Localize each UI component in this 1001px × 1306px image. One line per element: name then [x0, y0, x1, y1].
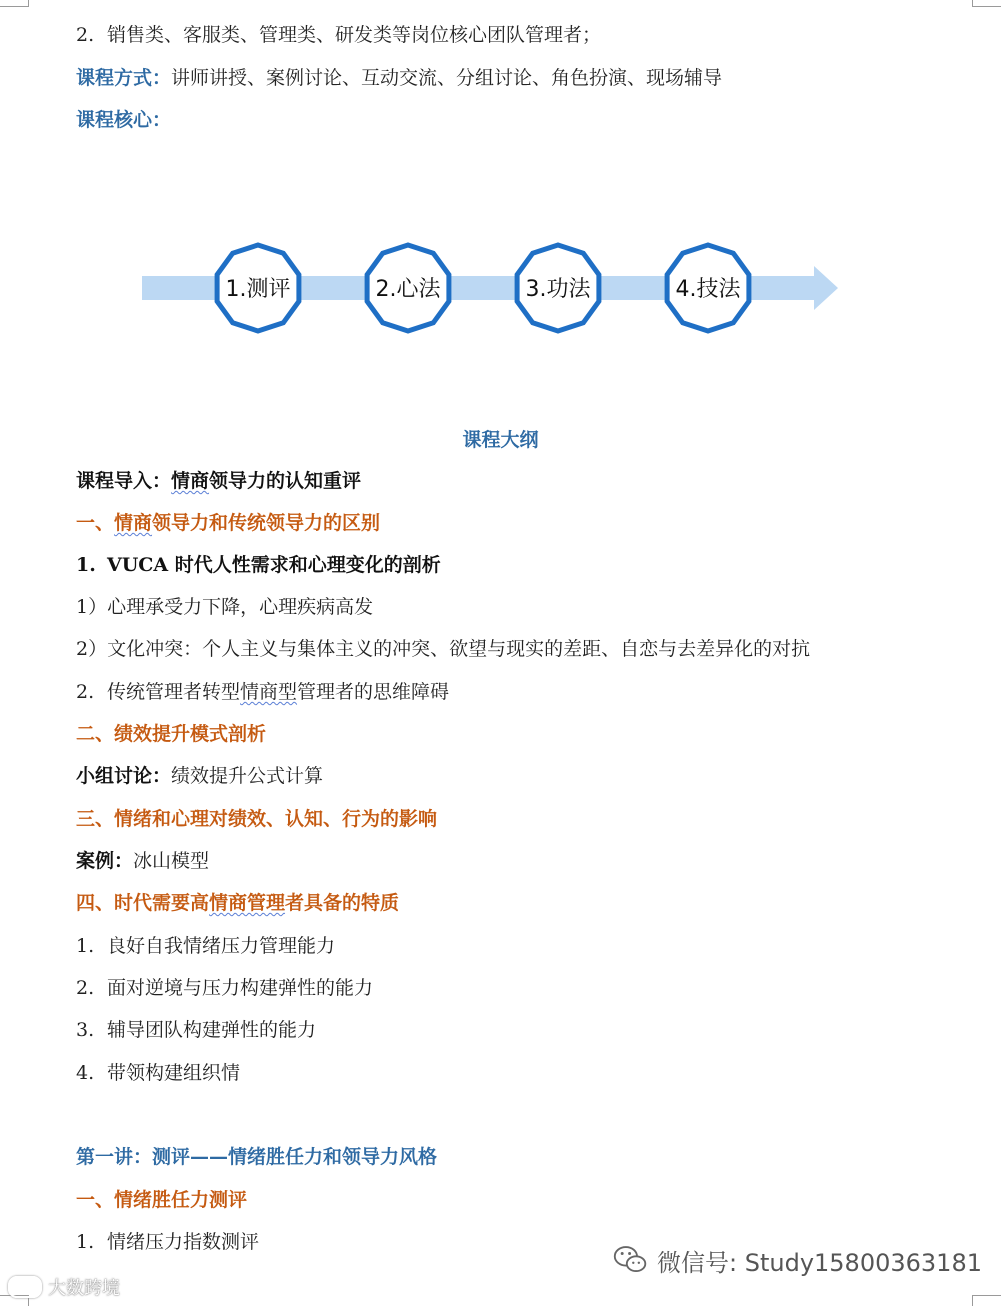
- field-label: 小组讨论：: [76, 765, 172, 787]
- list-text: 面对逆境与压力构建弹性的能力: [107, 977, 374, 999]
- wechat-icon: [612, 1242, 649, 1278]
- outline-title: 课程大纲: [462, 429, 539, 451]
- section-2-heading: 二、绩效提升模式剖析: [76, 723, 267, 745]
- list-number: 1.: [76, 554, 96, 576]
- lecture-1-item-1: [76, 1230, 259, 1254]
- field-value: 绩效提升公式计算: [171, 765, 324, 787]
- group-discussion: [76, 764, 323, 788]
- list-number: 2.: [76, 681, 95, 703]
- lecture-1-heading: 第一讲：测评——情绪胜任力和领导力风格: [76, 1146, 438, 1168]
- list-text: VUCA 时代人性需求和心理变化的剖析: [107, 554, 441, 576]
- list-number: 1.: [76, 1231, 95, 1253]
- intro-heading: [76, 469, 361, 493]
- section-4-item: [76, 934, 335, 958]
- section-text-a: 四、时代需要高: [76, 892, 210, 914]
- list-number: 2.: [76, 24, 95, 46]
- course-core-diagram: [138, 238, 842, 338]
- section-4-item: [76, 1061, 240, 1085]
- step-label: 3.功法: [525, 277, 591, 302]
- section-prefix: 一、: [76, 512, 115, 534]
- list-text: 带领构建组织情: [107, 1062, 241, 1084]
- case-study: [76, 849, 209, 873]
- intro-label: 课程导入：: [76, 470, 172, 492]
- list-text: 情绪压力指数测评: [107, 1231, 260, 1253]
- section-text-b: 者具备的特质: [285, 892, 400, 914]
- page-corner-mark: [0, 0, 29, 7]
- field-label: 课程核心：: [76, 109, 172, 131]
- section-1-heading: [76, 511, 380, 535]
- course-core: [76, 108, 171, 132]
- section-4-item: [76, 976, 373, 1000]
- wechat-id-text: 微信号: Study15800363181: [657, 1248, 982, 1277]
- step-label: 1.测评: [225, 277, 291, 302]
- list-number: 1.: [76, 935, 95, 957]
- field-label: 课程方式：: [76, 67, 172, 89]
- section-4-heading: [76, 891, 399, 915]
- step-label: 2.心法: [375, 277, 441, 302]
- list-number: 2.: [76, 977, 95, 999]
- page-corner-mark: [972, 1295, 1001, 1306]
- list-text: 辅导团队构建弹性的能力: [107, 1019, 317, 1041]
- source-name: 大数跨境: [48, 1278, 120, 1299]
- field-value: 讲师讲授、案例讨论、互动交流、分组讨论、角色扮演、现场辅导: [171, 67, 723, 89]
- lecture-1-section-1-heading: 一、情绪胜任力测评: [76, 1189, 248, 1211]
- audience-item-2: [76, 23, 601, 47]
- section-text: 领导力和传统领导力的区别: [152, 512, 381, 534]
- field-value: 冰山模型: [133, 850, 210, 872]
- list-text: 销售类、客服类、管理类、研发类等岗位核心团队管理者；: [107, 24, 602, 46]
- section-text-wavy: 情商: [114, 512, 153, 534]
- section-4-item: [76, 1018, 316, 1042]
- course-method: [76, 66, 722, 90]
- section-1-subitem-1: 1）心理承受力下降，心理疾病高发: [76, 596, 374, 618]
- list-text-a: 传统管理者转型: [107, 681, 241, 703]
- intro-text-a: 情商: [171, 470, 210, 492]
- wechat-watermark: [612, 1240, 982, 1280]
- list-number: 4.: [76, 1062, 95, 1084]
- section-1-subitem-2: 2）文化冲突：个人主义与集体主义的冲突、欲望与现实的差距、自恋与去差异化的对抗: [76, 638, 811, 660]
- intro-text-b: 领导力的认知重评: [209, 470, 362, 492]
- page-corner-mark: [972, 0, 1001, 7]
- section-text-wavy: 情商管理: [209, 892, 286, 914]
- step-label: 4.技法: [675, 277, 741, 302]
- source-logo-icon: [8, 1276, 42, 1298]
- section-3-heading: 三、情绪和心理对绩效、认知、行为的影响: [76, 808, 438, 830]
- section-1-item-2: [76, 680, 449, 704]
- list-text-b: 管理者的思维障碍: [297, 681, 450, 703]
- list-text: 良好自我情绪压力管理能力: [107, 935, 336, 957]
- list-number: 3.: [76, 1019, 95, 1041]
- field-label: 案例：: [76, 850, 134, 872]
- list-text-wavy: 情商型: [240, 681, 298, 703]
- section-1-item-1: [76, 553, 441, 577]
- source-watermark: [8, 1274, 148, 1300]
